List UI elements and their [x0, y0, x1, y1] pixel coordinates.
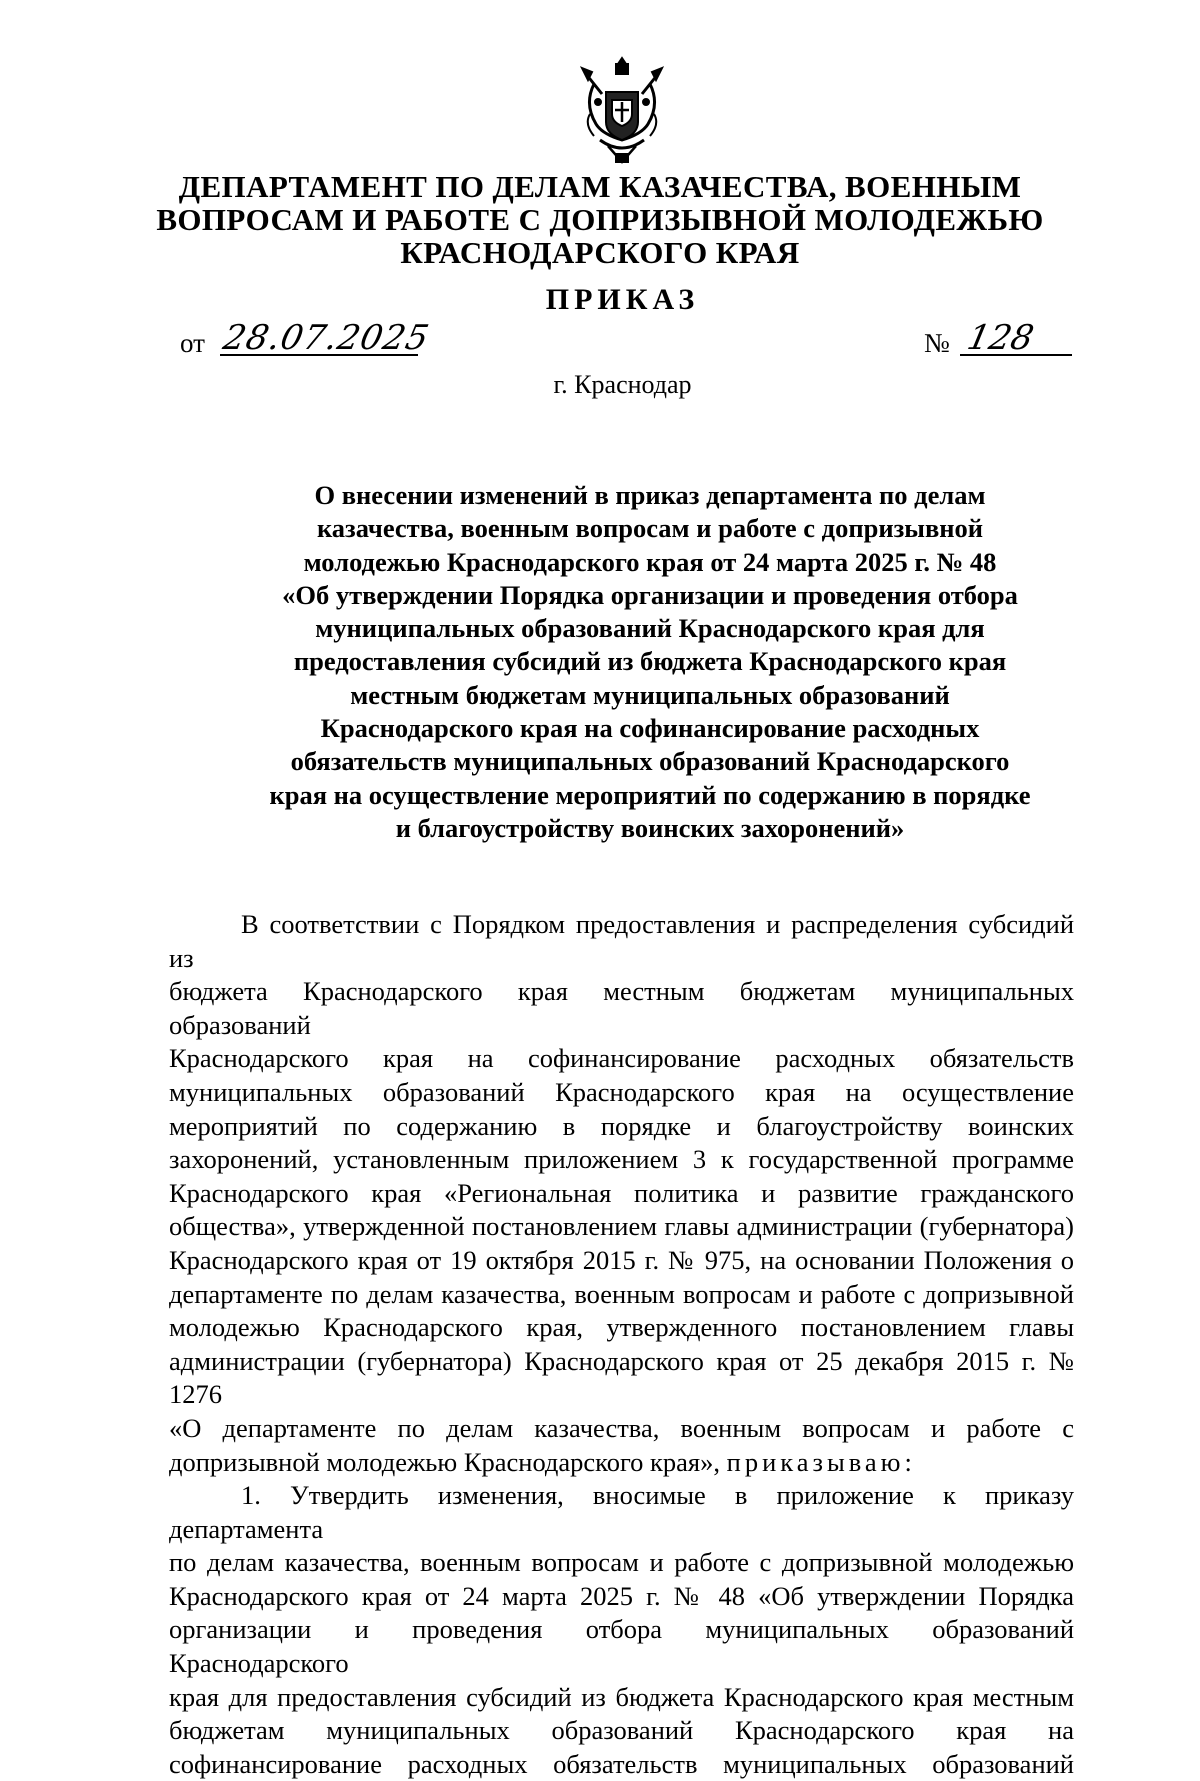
date-label: от: [180, 328, 205, 358]
body-line: бюджета Краснодарского края местным бюджетам муниципальных образований: [169, 976, 1074, 1040]
department-name-line: ВОПРОСАМ И РАБОТЕ С ДОПРИЗЫВНОЙ МОЛОДЕЖЬЮ: [156, 202, 1044, 237]
body-line: молодежью Краснодарского края, утвержденного постановлением главы: [169, 1312, 1074, 1343]
city-name: г. Краснодар: [553, 370, 692, 399]
subject-line: молодежью Краснодарского края от 24 марта 2025 г. № 48: [303, 546, 997, 577]
number-handwritten: 128: [963, 318, 1038, 358]
body-line-text: допризывной молодежью Краснодарского края»,: [169, 1446, 721, 1477]
subject-line: муниципальных образований Краснодарского края для: [315, 613, 985, 644]
body-line: В соответствии с Порядком предоставления и распределения субсидий из: [169, 909, 1074, 973]
body-line: [169, 1446, 1074, 1480]
body-line: департаменте по делам казачества, военным вопросам и работе с допризывной: [169, 1278, 1074, 1309]
body-line: края для предоставления субсидий из бюджета Краснодарского края местным: [169, 1681, 1074, 1712]
subject-line: местным бюджетам муниципальных образований: [350, 679, 950, 710]
body-line: 1. Утвердить изменения, вносимые в приложение к приказу департамента: [169, 1480, 1074, 1544]
body-line: бюджетам муниципальных образований Краснодарского края на: [169, 1715, 1074, 1746]
subject-line: «Об утверждении Порядка организации и проведения отбора: [282, 579, 1018, 610]
subject-line: О внесении изменений в приказ департамента по делам: [314, 480, 986, 510]
subject-line: казачества, военным вопросам и работе с допризывной: [316, 513, 984, 544]
body-line: Краснодарского края «Региональная политика и развитие гражданского: [169, 1177, 1074, 1208]
order-subject: [240, 479, 1060, 845]
department-name-line: ДЕПАРТАМЕНТ ПО ДЕЛАМ КАЗАЧЕСТВА, ВОЕННЫМ: [178, 169, 1022, 204]
subject-line: обязательств муниципальных образований Краснодарского: [290, 746, 1010, 777]
department-name-line: КРАСНОДАРСКОГО КРАЯ: [400, 235, 800, 270]
body-line: «О департаменте по делам казачества, военным вопросам и работе с: [169, 1412, 1074, 1443]
subject-line: предоставления субсидий из бюджета Краснодарского края: [293, 646, 1007, 677]
department-name: [150, 170, 1050, 269]
body-line: по делам казачества, военным вопросам и работе с допризывной молодежью: [169, 1547, 1074, 1578]
body-line: захоронений, установленным приложением 3 к государственной программе: [169, 1144, 1074, 1175]
body-line: мероприятий по содержанию в порядке и благоустройству воинских: [169, 1110, 1074, 1141]
document-type-title: ПРИКАЗ: [545, 283, 700, 316]
date-handwritten: 28.07.2025: [219, 318, 433, 358]
body-line: муниципальных образований Краснодарского края на осуществление: [169, 1076, 1074, 1107]
order-verb: приказываю:: [726, 1446, 916, 1477]
body-line: общества», утвержденной постановлением главы администрации (губернатора): [169, 1211, 1074, 1242]
subject-line: и благоустройству воинских захоронений»: [395, 812, 905, 843]
body-line: Краснодарского края от 24 марта 2025 г. № 48 «Об утверждении Порядка: [169, 1580, 1074, 1611]
coat-of-arms-icon: [572, 54, 672, 166]
body-line: Краснодарского края на софинансирование расходных обязательств: [169, 1043, 1074, 1074]
order-body: [169, 908, 1074, 1781]
number-label: №: [924, 328, 950, 358]
body-line: софинансирование расходных обязательств муниципальных образований: [169, 1748, 1074, 1779]
subject-line: Краснодарского края на софинансирование расходных: [320, 713, 980, 744]
body-line: организации и проведения отбора муниципальных образований Краснодарского: [169, 1614, 1074, 1679]
subject-line: края на осуществление мероприятий по содержанию в порядке: [269, 779, 1031, 810]
body-line: администрации (губернатора) Краснодарского края от 25 декабря 2015 г. № 1276: [169, 1345, 1074, 1410]
body-line: Краснодарского края от 19 октября 2015 г. № 975, на основании Положения о: [169, 1244, 1074, 1275]
